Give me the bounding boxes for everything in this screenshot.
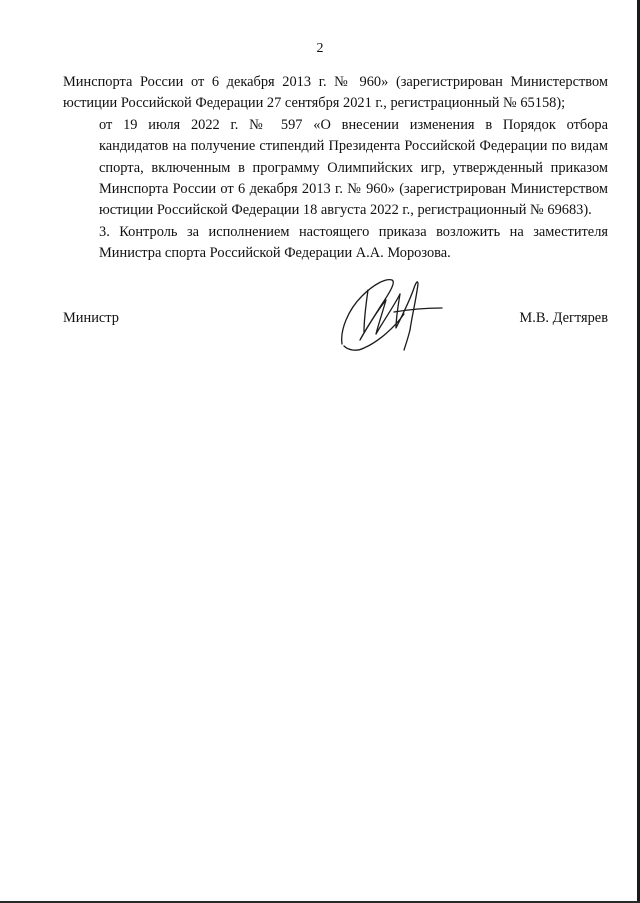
paragraph-order-597 <box>63 115 608 222</box>
signatory-name: М.В. Дегтярев <box>519 310 608 326</box>
text-line: Минспорта России от 6 декабря 2013 г. № 960» (зарегистрирован Министерством <box>63 74 608 90</box>
text-line: от 19 июля 2022 г. № 597 «О внесении изменения в Порядок отбора <box>99 116 608 133</box>
document-body <box>63 72 608 265</box>
handwritten-signature <box>338 270 450 356</box>
text-line: Министра спорта Российской Федерации А.А. Морозова. <box>99 245 451 262</box>
text-line: 3. Контроль за исполнением настоящего приказа возложить на заместителя <box>99 223 608 240</box>
text-line: кандидатов на получение стипендий Президента Российской Федерации по видам <box>99 138 608 155</box>
signatory-title: Министр <box>63 310 119 326</box>
text-line: спорта, включенным в программу Олимпийских игр, утвержденный приказом <box>99 159 608 176</box>
page-number: 2 <box>316 41 324 56</box>
text-line: юстиции Российской Федерации 27 сентября 2021 г., регистрационный № 65158); <box>63 95 566 112</box>
signature-block <box>63 308 608 332</box>
text-line: Минспорта России от 6 декабря 2013 г. № 960» (зарегистрирован Министерством <box>99 181 608 198</box>
paragraph-continuation <box>63 72 608 115</box>
paragraph-control <box>63 222 608 265</box>
text-line: юстиции Российской Федерации 18 августа 2022 г., регистрационный № 69683). <box>99 202 592 219</box>
